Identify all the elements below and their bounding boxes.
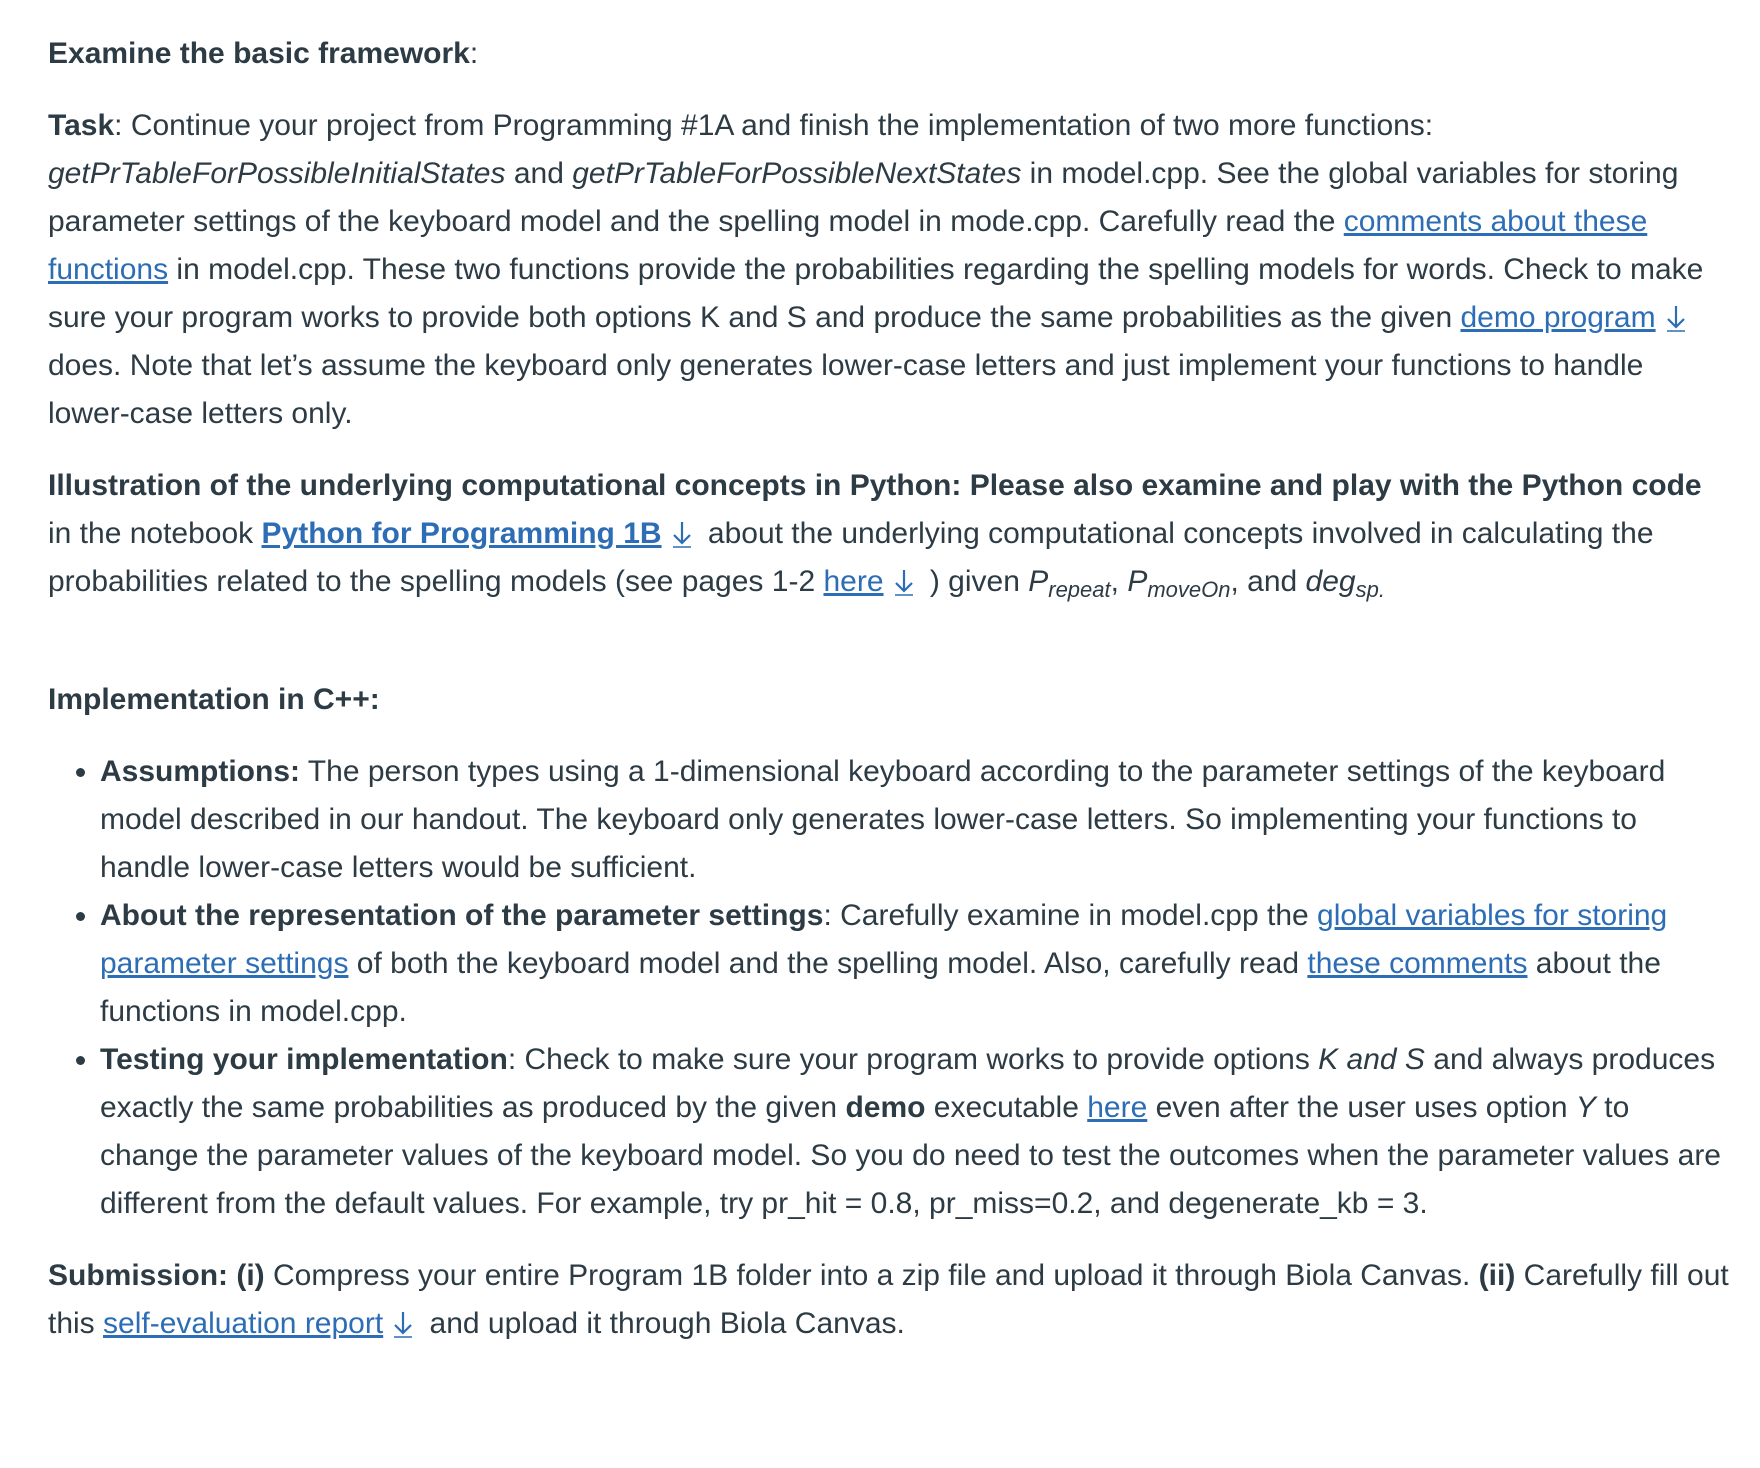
framework-heading [48, 30, 1730, 78]
download-icon[interactable] [1664, 303, 1688, 333]
implementation-list [48, 748, 1730, 1228]
function-name-next: getPrTableForPossibleNextStates [572, 157, 1022, 190]
submission-text-2: Carefully fill out this [48, 1259, 1729, 1340]
testing-text-5: to change the parameter values of the keyboard model. So you do need to test the outcomes when the parameter values are different from the default values. For example, try pr_hit = 0.8, pr_miss=0.2, and degenerate_kb = 3. [100, 1091, 1721, 1220]
testing-options: K and S [1318, 1043, 1425, 1076]
task-text-3: in model.cpp. See the global variables for storing parameter settings of the keyboard model and the spelling model in mode.cpp. Carefully read the [48, 157, 1679, 238]
task-paragraph [48, 102, 1730, 438]
illustration-comma: , [1110, 565, 1128, 598]
testing-text-3: executable [925, 1091, 1088, 1124]
download-icon[interactable] [670, 519, 694, 549]
submission-text-3: and upload it through Biola Canvas. [421, 1307, 905, 1340]
p-repeat-subscript: repeat [1048, 577, 1111, 602]
self-evaluation-link[interactable]: self-evaluation report [103, 1307, 384, 1340]
deg-subscript: sp. [1355, 577, 1385, 602]
submission-text-1: Compress your entire Program 1B folder into a zip file and upload it through Biola Canvas. [264, 1259, 1479, 1292]
illustration-text-1: in the notebook [48, 517, 262, 550]
testing-text-4: even after the user uses option [1147, 1091, 1576, 1124]
illustration-text-3: ) given [921, 565, 1029, 598]
heading-text: Examine the basic framework [48, 37, 470, 70]
task-text-1: : Continue your project from Programming #1A and finish the implementation of two more functions: [114, 109, 1434, 142]
comments-link[interactable]: comments about these functions [48, 205, 1648, 286]
parameters-text-2: of both the keyboard model and the spelling model. Also, carefully read [348, 947, 1308, 980]
list-item-assumptions [100, 748, 1730, 892]
parameters-text-1: : Carefully examine in model.cpp the [823, 899, 1318, 932]
illustration-text-2: about the underlying computational concepts involved in calculating the probabilities related to the spelling models (see pages 1-2 [48, 517, 1654, 598]
function-name-initial: getPrTableForPossibleInitialStates [48, 157, 506, 190]
p-moveon-subscript: moveOn [1147, 577, 1231, 602]
illustration-bold: Illustration of the underlying computational concepts in Python: Please also examine and play with the Python code [48, 469, 1702, 502]
task-text-5: does. Note that let’s assume the keyboard only generates lower-case letters and just implement your functions to handle lower-case letters only. [48, 349, 1644, 430]
list-item-parameters [100, 892, 1730, 1036]
submission-label: Submission: [48, 1259, 229, 1292]
illustration-text-4: , and [1230, 565, 1306, 598]
python-notebook-link[interactable]: Python for Programming 1B [261, 517, 662, 550]
deg-symbol: deg [1305, 565, 1356, 598]
submission-paragraph [48, 1252, 1730, 1348]
parameters-label: About the representation of the parameter settings [100, 899, 824, 932]
submission-ii: (ii) [1478, 1259, 1516, 1292]
demo-executable-link[interactable]: here [1087, 1091, 1148, 1124]
submission-i: (i) [228, 1259, 265, 1292]
testing-text-1: : Check to make sure your program works to provide options [507, 1043, 1319, 1076]
download-icon[interactable] [391, 1309, 415, 1339]
implementation-heading-text: Implementation in C++: [48, 683, 380, 716]
assumptions-label: Assumptions: [100, 755, 301, 788]
global-variables-link[interactable]: global variables for storing parameter settings [100, 899, 1668, 980]
pages-here-link[interactable]: here [823, 565, 884, 598]
testing-option-y: Y [1575, 1091, 1596, 1124]
task-label: Task [48, 109, 115, 142]
download-icon[interactable] [892, 567, 916, 597]
list-item-testing [100, 1036, 1730, 1228]
parameters-text-3: about the functions in model.cpp. [100, 947, 1661, 1028]
these-comments-link[interactable]: these comments [1307, 947, 1528, 980]
testing-label: Testing your implementation [100, 1043, 508, 1076]
testing-text-2: and always produces exactly the same probabilities as produced by the given [100, 1043, 1716, 1124]
task-text-2: and [505, 157, 573, 190]
p-repeat-symbol: P [1028, 565, 1049, 598]
illustration-paragraph [48, 462, 1730, 606]
implementation-heading [48, 676, 1730, 724]
testing-demo: demo [845, 1091, 926, 1124]
p-moveon-symbol: P [1127, 565, 1148, 598]
demo-program-link[interactable]: demo program [1460, 301, 1656, 334]
heading-colon: : [469, 37, 479, 70]
assumptions-text: The person types using a 1-dimensional keyboard according to the parameter settings of the keyboard model described in our handout. The keyboard only generates lower-case letters. So implementing your functions to handle lower-case letters would be sufficient. [100, 755, 1666, 884]
task-text-4: in model.cpp. These two functions provide the probabilities regarding the spelling models for words. Check to make sure your program works to provide both options K and S and produce the same probabilities as the given [48, 253, 1704, 334]
